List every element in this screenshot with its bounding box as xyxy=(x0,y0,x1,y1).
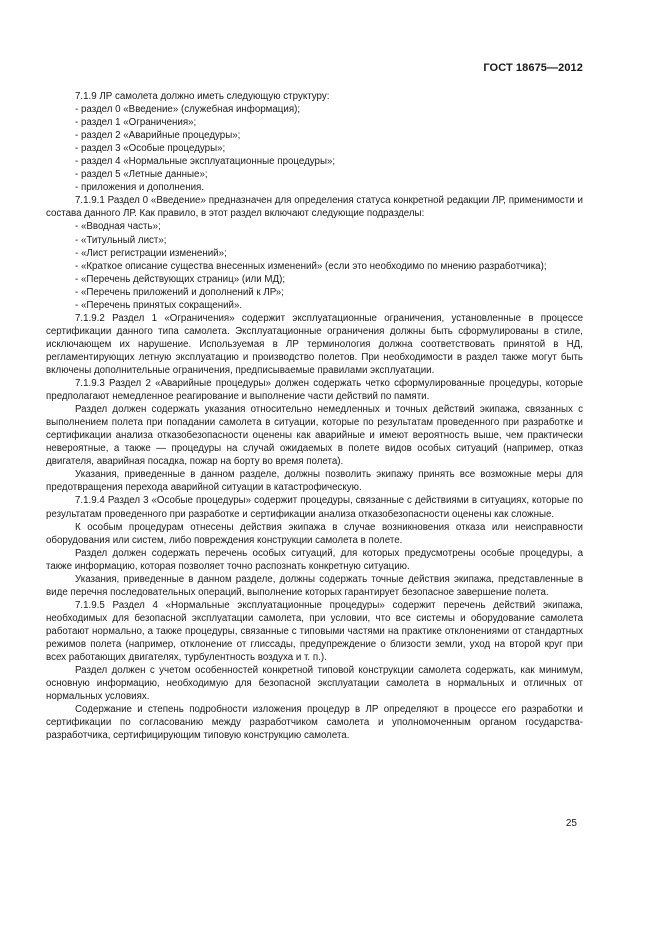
list-item: - раздел 2 «Аварийные процедуры»; xyxy=(75,130,241,142)
list-item: - «Вводная часть»; xyxy=(75,221,161,233)
body-paragraph: Указания, приведенные в данном разделе, должны позволить экипажу принять все возможные меры для предотвращения перехода аварийной ситуации в катастрофическую. xyxy=(46,469,583,494)
body-paragraph: Раздел должен с учетом особенностей конкретной типовой конструкции самолета содержать, как минимум, основную информацию, необходимую для безопасной эксплуатации самолета в нормальных и отличных от нормальных условиях. xyxy=(46,665,583,703)
list-item: - «Краткое описание существа внесенных изменений» (если это необходимо по мнению разработчика); xyxy=(75,260,547,272)
list-item: - «Перечень приложений и дополнений к ЛР»; xyxy=(75,286,284,298)
clause-7-1-9-4: 7.1.9.4 Раздел 3 «Особые процедуры» содержит процедуры, связанные с действиями в ситуациях, которые по результатам проведенного при разработке и сертификации анализа отказобезопасности оценены как сложные. xyxy=(46,495,583,520)
list-item: - раздел 0 «Введение» (служебная информация); xyxy=(75,104,301,116)
list-item: - «Лист регистрации изменений»; xyxy=(75,247,227,259)
page-number: 25 xyxy=(565,818,577,829)
list-item: - раздел 5 «Летные данные»; xyxy=(75,169,208,181)
body-paragraph: Содержание и степень подробности изложения процедур в ЛР определяют в процессе его разработки и сертификации по согласованию между разработчиком самолета и уполномоченным органом государства-разработчика, сертифицирующим типовую конструкцию самолета. xyxy=(46,704,583,742)
body-paragraph: Раздел должен содержать перечень особых ситуаций, для которых предусмотрены особые процедуры, а также информацию, которая позволяет точно распознать конкретную ситуацию. xyxy=(46,547,583,572)
list-item: - «Перечень принятых сокращений». xyxy=(75,299,243,311)
clause-7-1-9-2: 7.1.9.2 Раздел 1 «Ограничения» содержит эксплуатационные ограничения, установленные в процессе сертификации данного типа самолета. Эксплуатационные ограничения должны быть сформулированы в стиле, исключающем их нарушение. Используемая в ЛР терминология должна соответствовать принятой в НД, регламентирующих летную эксплуатацию и производство полетов. При необходимости в раздел также могут быть включены дополнительные ограничения, предписываемые правилами эксплуатации. xyxy=(46,312,583,376)
list-item: - раздел 3 «Особые процедуры»; xyxy=(75,143,226,155)
body-paragraph: Указания, приведенные в данном разделе, должны содержать точные действия экипажа, представленные в виде перечня последовательных операций, выполнение которых гарантирует безопасное завершение полета. xyxy=(46,573,583,598)
document-body xyxy=(46,90,583,742)
standard-id-header: ГОСТ 18675—2012 xyxy=(483,62,583,74)
list-item: - «Титульный лист»; xyxy=(75,234,167,246)
body-paragraph: К особым процедурам отнесены действия экипажа в случае возникновения отказа или неисправности оборудования или систем, либо повреждения конструкции самолета в полете. xyxy=(46,521,583,546)
list-item: - раздел 4 «Нормальные эксплуатационные процедуры»; xyxy=(75,156,336,168)
clause-7-1-9-1: 7.1.9.1 Раздел 0 «Введение» предназначен для определения статуса конкретной редакции ЛР, применимости и состава данного ЛР. Как правило, в этот раздел включают следующие подразделы: xyxy=(46,195,583,220)
clause-7-1-9-5: 7.1.9.5 Раздел 4 «Нормальные эксплуатационные процедуры» содержит перечень действий экипажа, необходимых для безопасной эксплуатации самолета, при условии, что все системы и оборудование самолета работают нормально, а также процедуры, связанные с типовыми частями на практике отклонениями от стандартных режимов полета (например, отклонение от глиссады, предупреждение о близости земли, уход на второй круг при всех работающих двигателях, турбулентность воздуха и т. п.). xyxy=(46,599,583,664)
list-item: - «Перечень действующих страниц» (или МД); xyxy=(75,273,286,285)
clause-7-1-9: 7.1.9 ЛР самолета должно иметь следующую структуру: xyxy=(75,91,330,102)
list-item: - раздел 1 «Ограничения»; xyxy=(75,117,197,129)
list-item: - приложения и дополнения. xyxy=(75,182,205,194)
clause-7-1-9-3: 7.1.9.3 Раздел 2 «Аварийные процедуры» должен содержать четко сформулированные процедуры, которые предполагают немедленное реагирование и выполнение части действий по памяти. xyxy=(46,378,583,403)
body-paragraph: Раздел должен содержать указания относительно немедленных и точных действий экипажа, связанных с выполнением полета при попадании самолета в ситуации, которые по результатам проведенного при разработке и сертификации анализа отказобезопасности оценены как аварийные и имеют вероятность выше, чем практически невероятные, а также — процедуры на случай ожидаемых в полете видов особых ситуаций (например, отказ двигателя, аварийная посадка, пожар на борту во время полета). xyxy=(46,404,583,468)
